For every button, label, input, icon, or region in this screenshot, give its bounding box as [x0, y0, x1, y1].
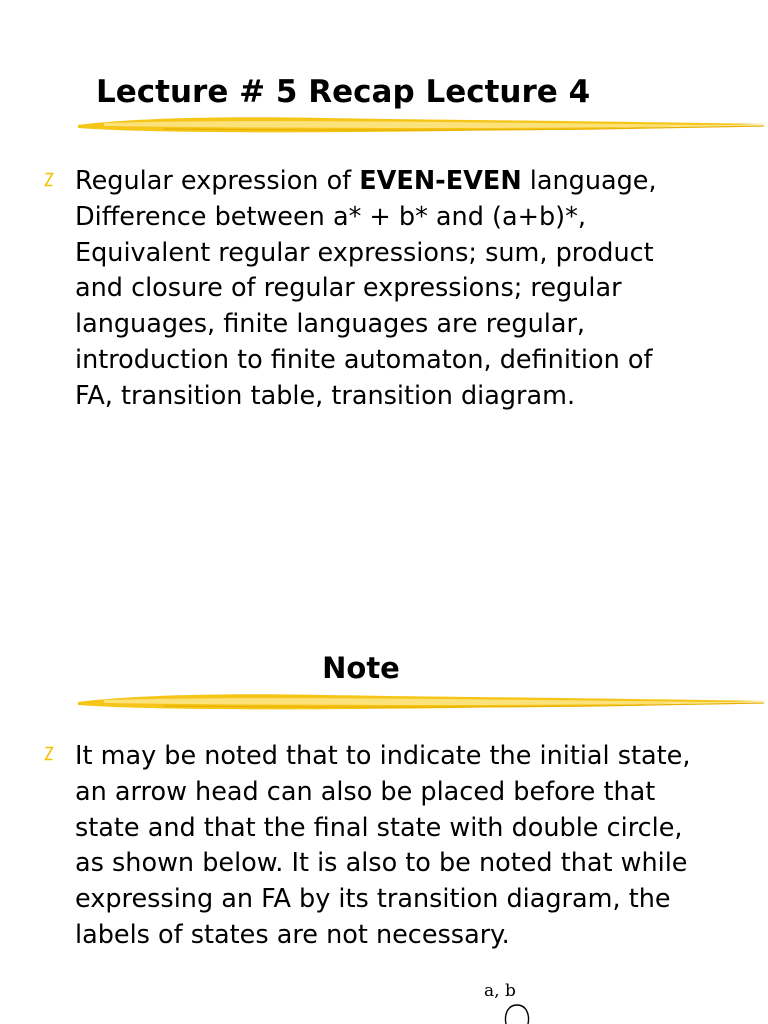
loop-transition-label: a, b: [484, 981, 516, 1001]
recap-line: Equivalent regular expressions; sum, product: [75, 237, 654, 268]
note-line: an arrow head can also be placed before that: [75, 776, 656, 807]
note-line: as shown below. It is also to be noted that while: [75, 848, 688, 879]
recap-line: and closure of regular expressions; regular: [75, 273, 622, 304]
recap-line: Difference between a* + b* and (a+b)*,: [75, 201, 586, 232]
title-underline-brush-stroke: [74, 110, 768, 140]
recap-line: languages, finite languages are regular,: [75, 309, 586, 340]
recap-line: introduction to finite automaton, definition of: [75, 344, 653, 375]
recap-bullet-text: [75, 164, 755, 415]
slide-title: Lecture # 5 Recap Lecture 4: [96, 74, 591, 110]
note-line: expressing an FA by its transition diagram, the: [75, 884, 671, 915]
note-title: Note: [322, 651, 400, 685]
recap-text-bold: EVEN-EVEN: [359, 166, 522, 196]
self-loop-arc: [500, 1000, 534, 1024]
recap-line: FA, transition table, transition diagram.: [75, 380, 576, 411]
note-line: It may be noted that to indicate the initial state,: [75, 741, 691, 771]
note-underline-brush-stroke: [74, 687, 768, 717]
bullet-icon: [44, 746, 54, 761]
recap-text-run: language,: [521, 166, 657, 196]
note-line: state and that the final state with double circle,: [75, 812, 683, 843]
recap-text-run: Regular expression of: [75, 166, 360, 196]
note-bullet-text: [75, 739, 755, 954]
bullet-icon: [44, 172, 54, 187]
recap-line: [75, 164, 755, 200]
note-line: labels of states are not necessary.: [75, 919, 510, 950]
